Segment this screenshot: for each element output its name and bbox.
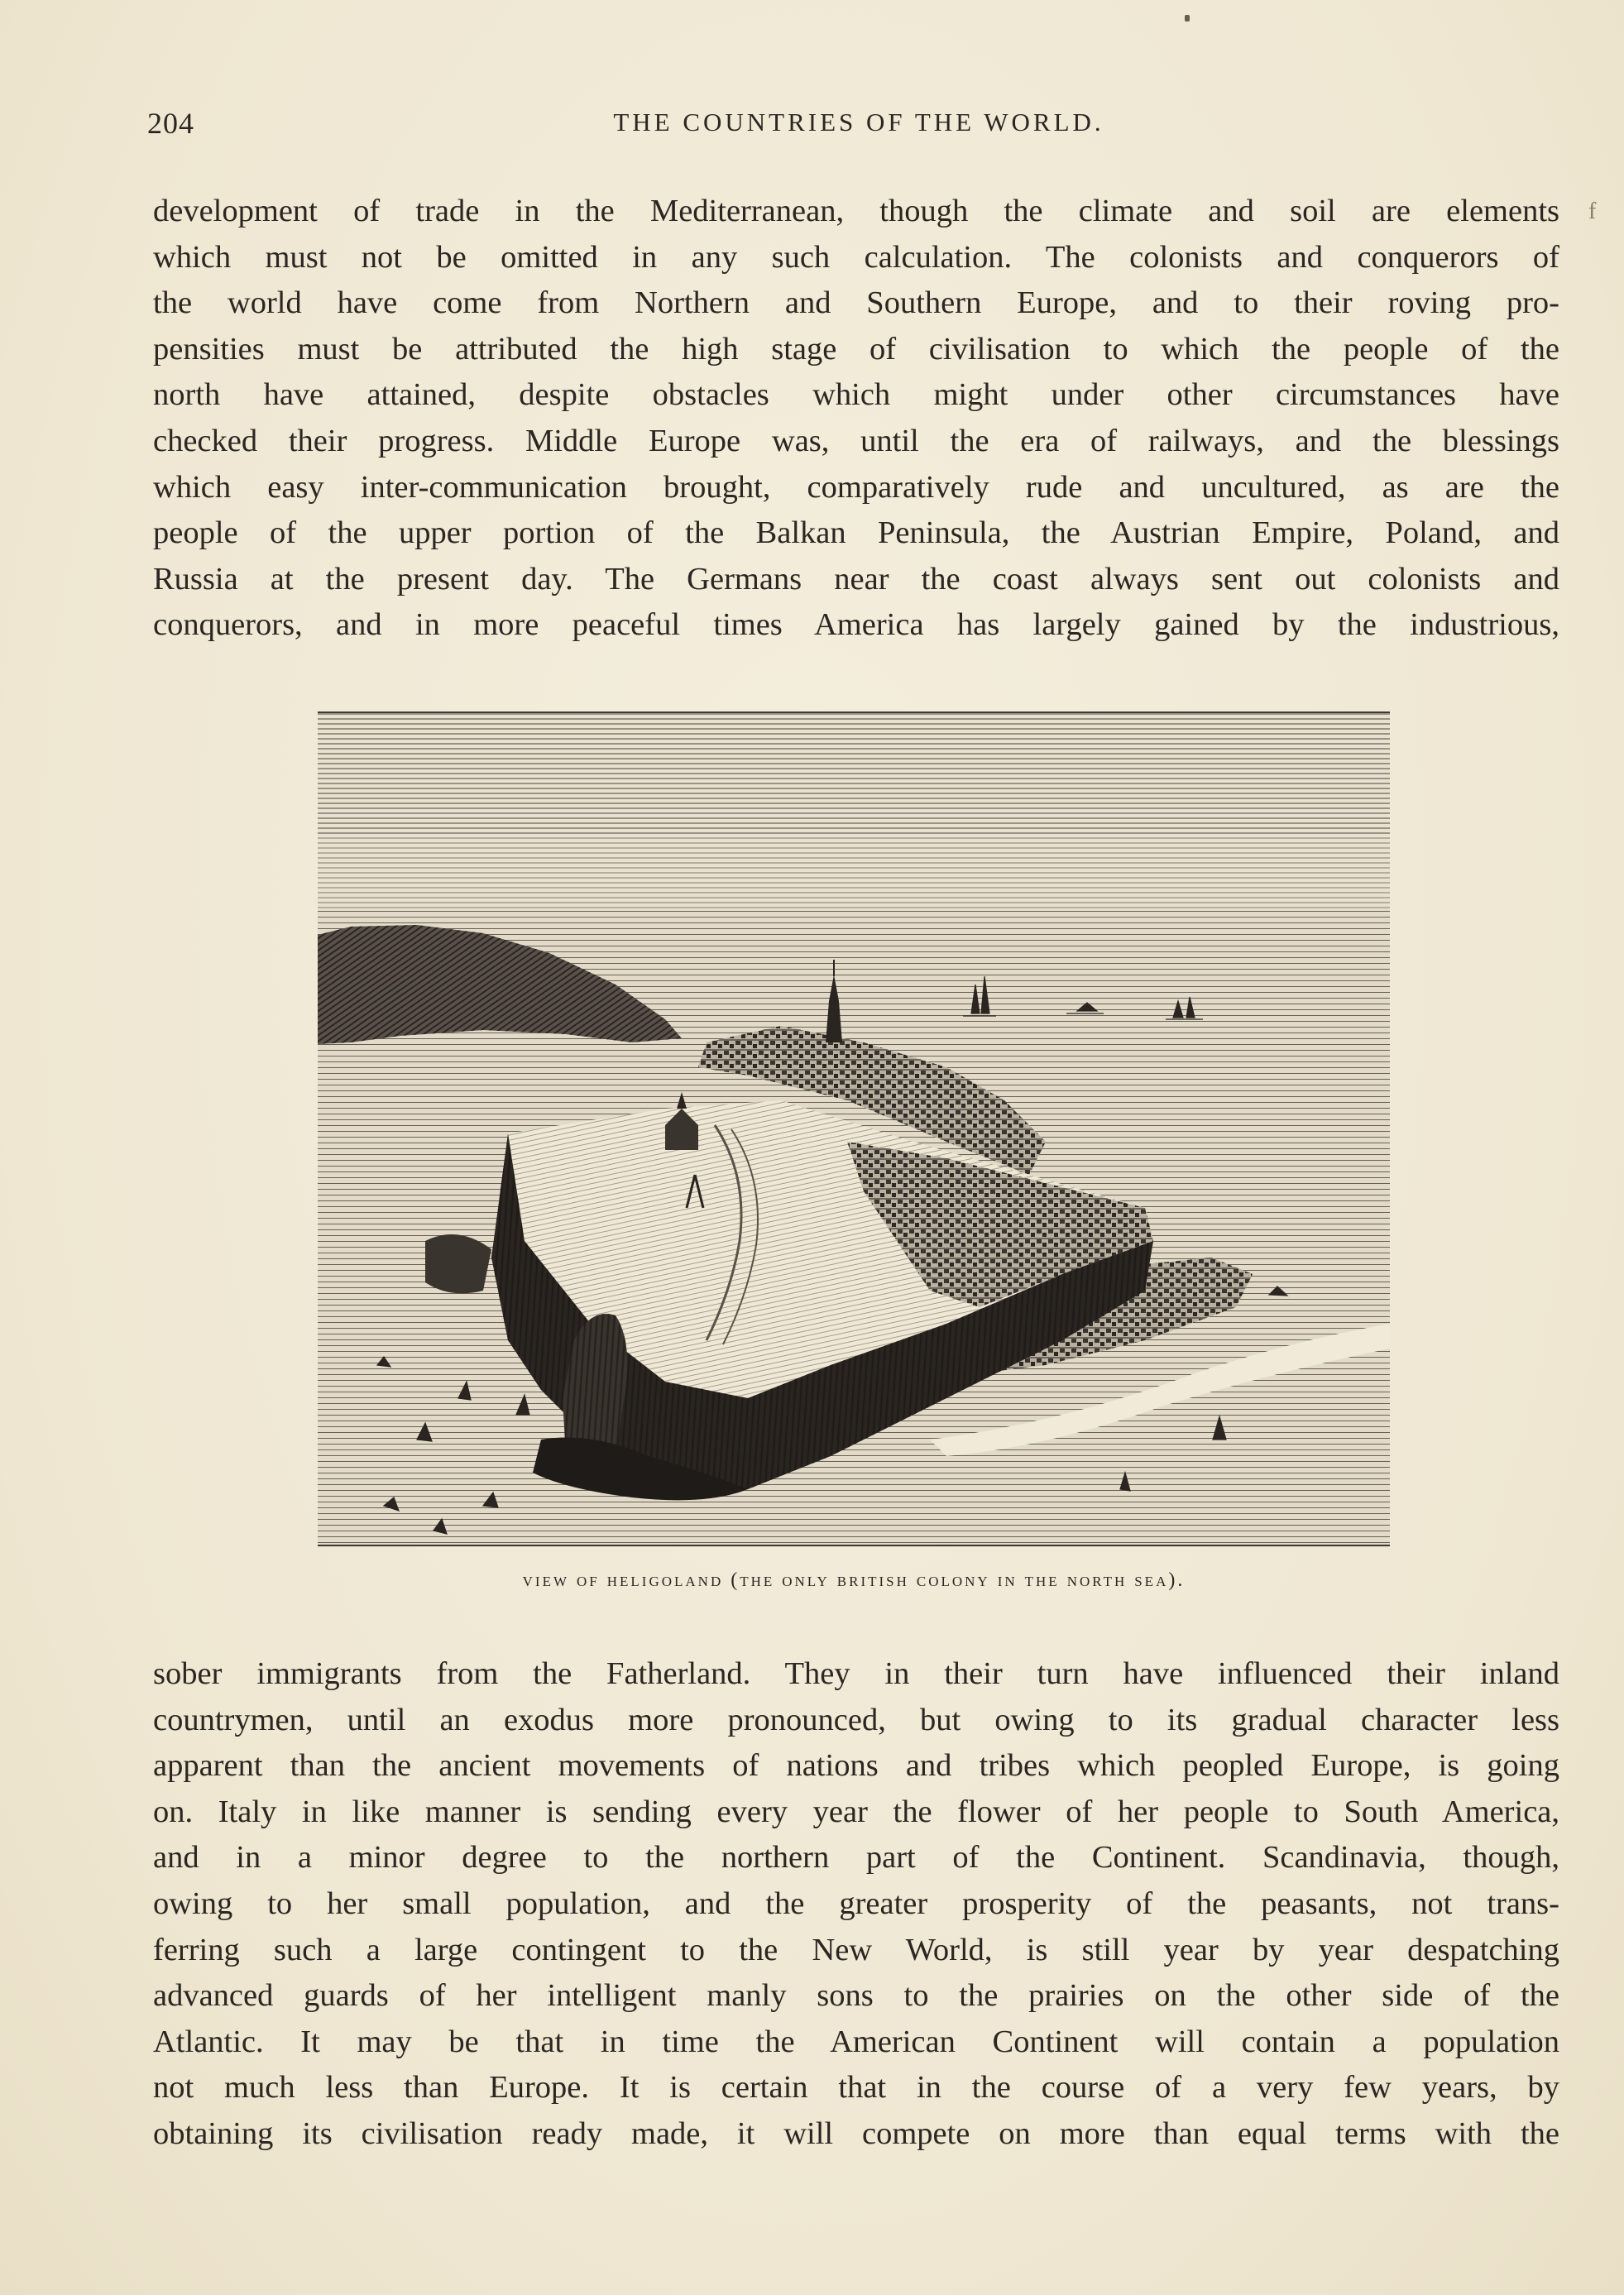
text-line: people of the upper portion of the Balkan Peninsula, the Austrian Empire, Poland, and (153, 515, 1559, 551)
paragraph-bottom (153, 1651, 1559, 2158)
text-line: ferring such a large contingent to the New World, is still year by year despatching (153, 1932, 1559, 1967)
text-line: Atlantic. It may be that in time the American Continent will contain a population (153, 2024, 1559, 2059)
text-line: on. Italy in like manner is sending every year the flower of her people to South America, (153, 1794, 1559, 1829)
text-line: and in a minor degree to the northern part of the Continent. Scandinavia, though, (153, 1840, 1559, 1876)
text-line: advanced guards of her intelligent manly sons to the prairies on the other side of the (153, 1978, 1559, 2014)
text-line: obtaining its civilisation ready made, it will compete on more than equal terms with the (153, 2115, 1559, 2151)
text-line: pensities must be attributed the high stage of civilisation to which the people of the (153, 331, 1559, 367)
text-line: owing to her small population, and the greater prosperity of the peasants, not trans- (153, 1885, 1559, 1921)
text-line: which easy inter-communication brought, comparatively rude and uncultured, as are the (153, 469, 1559, 505)
text-line: checked their progress. Middle Europe was, until the era of railways, and the blessings (153, 423, 1559, 458)
text-line: conquerors, and in more peaceful times America has largely gained by the industrious, (153, 607, 1559, 643)
page-header (147, 106, 1570, 152)
text-line: development of trade in the Mediterranean, though the climate and soil are elements (153, 194, 1559, 228)
running-title: THE COUNTRIES OF THE WORLD. (613, 108, 1104, 137)
paragraph-top (153, 189, 1559, 649)
margin-mark: f (1588, 199, 1597, 224)
text-line: which must not be omitted in any such calculation. The colonists and conquerors of (153, 239, 1559, 275)
figure-caption: view of heligoland (the only british colony in the north sea). (522, 1569, 1186, 1591)
text-line: not much less than Europe. It is certain that in the course of a very few years, by (153, 2070, 1559, 2106)
text-line: Russia at the present day. The Germans near the coast always sent out colonists and (153, 561, 1559, 597)
text-line: sober immigrants from the Fatherland. They in their turn have influenced their inland (153, 1656, 1559, 1691)
text-line: apparent than the ancient movements of nations and tribes which peopled Europe, is going (153, 1748, 1559, 1784)
text-line: countrymen, until an exodus more pronounced, but owing to its gradual character less (153, 1702, 1559, 1737)
text-line: the world have come from Northern and Southern Europe, and to their roving pro- (153, 285, 1559, 321)
engraving-heligoland (318, 711, 1390, 1547)
ink-speck (1185, 15, 1190, 22)
text-line: north have attained, despite obstacles which might under other circumstances have (153, 377, 1559, 413)
page-number: 204 (147, 107, 194, 140)
